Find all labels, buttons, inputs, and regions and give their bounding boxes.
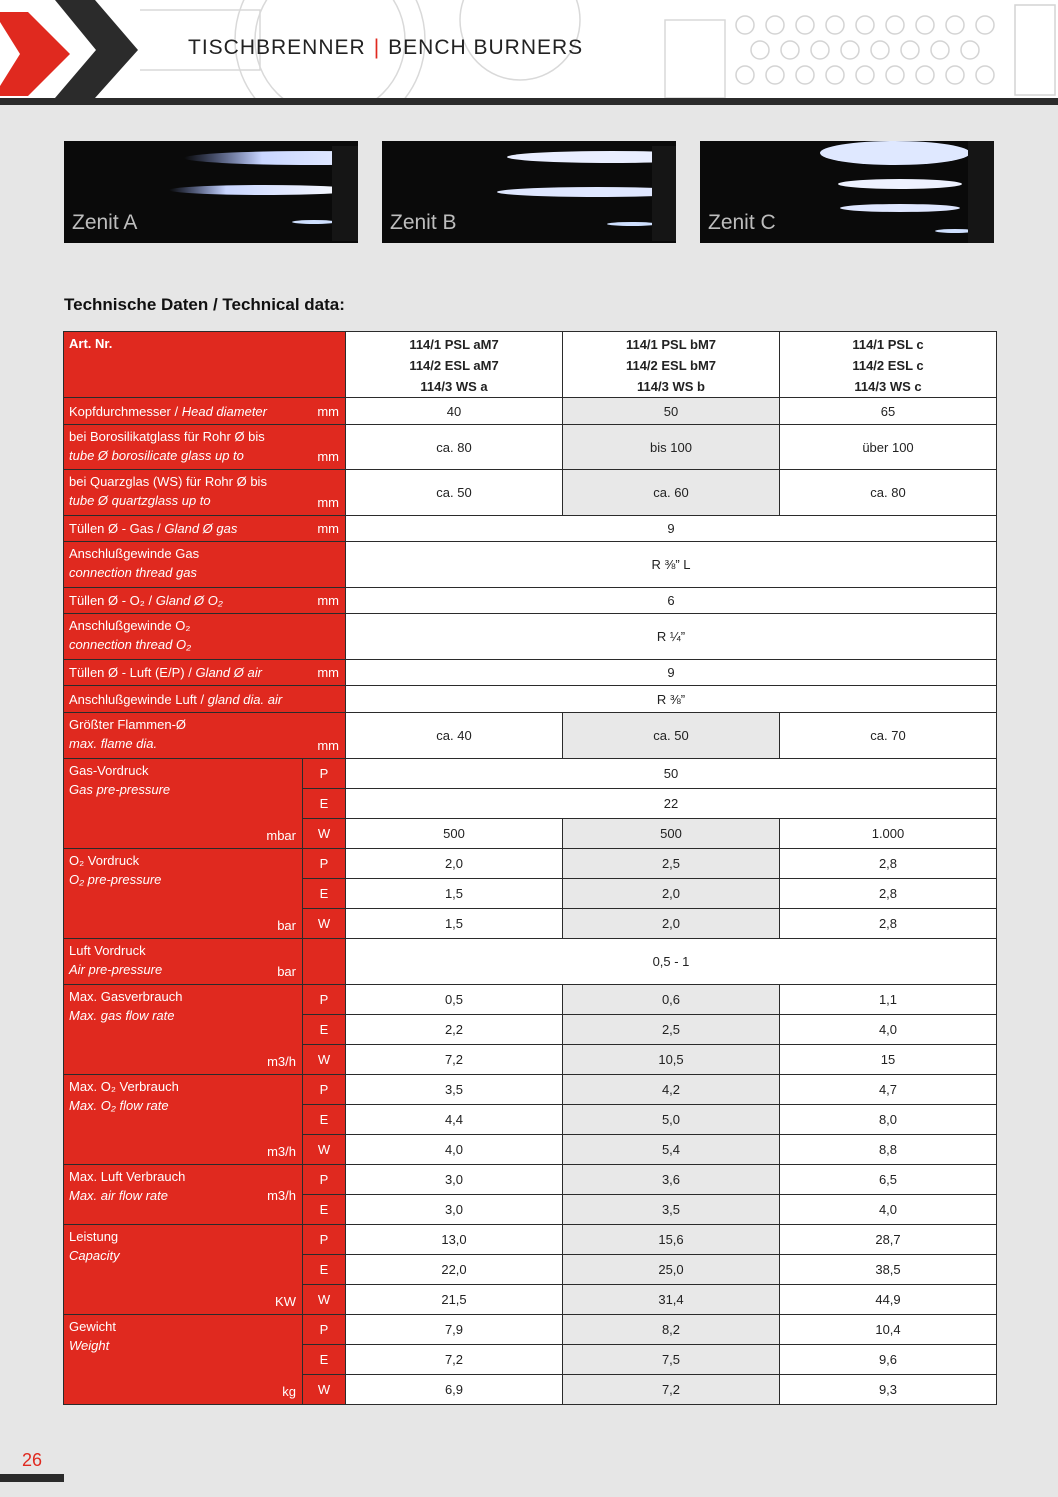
mode-cell: W	[303, 1375, 346, 1405]
model-number: 114/1 PSL c	[852, 337, 924, 352]
header-title	[188, 36, 583, 60]
row-label-de: bei Quarzglas (WS) für Rohr Ø bis	[69, 474, 267, 489]
row-value: 2,8	[780, 879, 997, 909]
row-value: 3,0	[346, 1195, 563, 1225]
group-label	[64, 1075, 303, 1165]
mode-cell: P	[303, 849, 346, 879]
table-row	[64, 398, 997, 425]
group-label-de: Max. Gasverbrauch	[69, 989, 183, 1004]
group-unit: kg	[282, 1384, 296, 1399]
row-label-en: Gland Ø air	[195, 665, 262, 680]
row-value: 1,1	[780, 985, 997, 1015]
group-label-en: Max. O₂ flow rate	[69, 1098, 169, 1113]
row-value: 38,5	[780, 1255, 997, 1285]
row-value: 5,0	[563, 1105, 780, 1135]
model-number: 114/2 ESL aM7	[409, 358, 499, 373]
group-label-de: Gewicht	[69, 1319, 116, 1334]
row-value: 2,8	[780, 849, 997, 879]
table-row	[64, 516, 997, 542]
photo-label: Zenit A	[72, 211, 138, 234]
mode-cell: W	[303, 909, 346, 939]
title-separator: |	[373, 36, 381, 59]
mode-cell: E	[303, 1195, 346, 1225]
row-label-de: Anschlußgewinde Luft /	[69, 691, 208, 707]
group-unit: m3/h	[267, 1188, 296, 1203]
row-value: R ⅜”	[346, 686, 997, 713]
row-label-en: connection thread O₂	[69, 637, 192, 652]
group-label-de: Max. O₂ Verbrauch	[69, 1079, 179, 1094]
page-number: 26	[22, 1450, 43, 1470]
row-value: 0,5 - 1	[346, 939, 997, 985]
row-label	[64, 614, 346, 660]
mode-cell: E	[303, 1345, 346, 1375]
chevron-dark-icon	[55, 0, 138, 98]
mode-cell: E	[303, 789, 346, 819]
photo-label: Zenit C	[708, 211, 776, 234]
row-value: 9	[346, 516, 997, 542]
section-title: Technische Daten / Technical data:	[64, 295, 345, 314]
group-label-de: Leistung	[69, 1229, 119, 1244]
row-value: 4,7	[780, 1075, 997, 1105]
group-label-de: O₂ Vordruck	[69, 853, 140, 868]
row-value: ca. 80	[780, 470, 997, 516]
photo-zenit-c	[700, 141, 994, 243]
chevron-red-icon	[0, 12, 70, 96]
table-row	[64, 713, 997, 759]
row-value: 8,0	[780, 1105, 997, 1135]
photo-label: Zenit B	[390, 211, 457, 234]
art-nr-text: Art. Nr.	[69, 336, 113, 351]
row-label-de: Anschlußgewinde Gas	[69, 546, 200, 561]
row-label-en: Gland Ø O₂	[155, 593, 223, 608]
group-label	[64, 1165, 303, 1225]
technical-data-table	[63, 331, 997, 1405]
row-value: ca. 40	[346, 713, 563, 759]
group-label-de: Gas-Vordruck	[69, 763, 149, 778]
row-label-en: Head diameter	[181, 403, 267, 419]
row-value: ca. 60	[563, 470, 780, 516]
row-value: 2,0	[563, 909, 780, 939]
row-value: ca. 50	[563, 713, 780, 759]
row-value: 6	[346, 588, 997, 614]
row-value: 500	[563, 819, 780, 849]
group-label-en: Air pre-pressure	[69, 962, 163, 977]
mode-cell: P	[303, 1075, 346, 1105]
row-value: 10,4	[780, 1315, 997, 1345]
model-column-header	[563, 332, 780, 398]
table-row	[64, 470, 997, 516]
row-value: über 100	[780, 425, 997, 470]
title-en: BENCH BURNERS	[388, 36, 584, 59]
mode-cell: E	[303, 1105, 346, 1135]
row-value: 65	[780, 398, 997, 425]
row-value: 7,5	[563, 1345, 780, 1375]
row-label-en: tube Ø borosilicate glass up to	[69, 448, 244, 463]
table-row	[64, 614, 997, 660]
row-value: 25,0	[563, 1255, 780, 1285]
row-label	[64, 516, 346, 542]
model-number: 114/3 WS a	[420, 379, 488, 394]
row-unit: mm	[317, 521, 339, 536]
group-label-en: Gas pre-pressure	[69, 782, 171, 797]
header-bar	[0, 98, 1058, 105]
row-value: 0,6	[563, 985, 780, 1015]
model-number: 114/1 PSL bM7	[625, 337, 717, 352]
row-value: 13,0	[346, 1225, 563, 1255]
group-unit: m3/h	[267, 1054, 296, 1069]
row-value: 6,9	[346, 1375, 563, 1405]
model-column-header	[346, 332, 563, 398]
model-number: 114/2 ESL c	[852, 358, 924, 373]
group-label	[64, 1315, 303, 1405]
table-row	[64, 759, 997, 789]
row-value: 2,2	[346, 1015, 563, 1045]
table-row	[64, 1165, 997, 1195]
group-label	[64, 759, 303, 849]
row-value: 28,7	[780, 1225, 997, 1255]
mode-cell: E	[303, 1015, 346, 1045]
mode-cell: W	[303, 1135, 346, 1165]
row-unit: mm	[317, 665, 339, 680]
row-value: 3,5	[346, 1075, 563, 1105]
row-label-en: gland dia. air	[207, 691, 283, 707]
group-label	[64, 939, 303, 985]
table-row	[64, 849, 997, 879]
group-unit: bar	[277, 964, 296, 979]
table-row	[64, 939, 997, 985]
row-value: 1.000	[780, 819, 997, 849]
group-label-en: Weight	[69, 1338, 110, 1353]
row-value: 4,0	[780, 1195, 997, 1225]
row-value: 2,5	[563, 849, 780, 879]
row-value: bis 100	[563, 425, 780, 470]
row-value: 9,6	[780, 1345, 997, 1375]
group-label-de: Max. Luft Verbrauch	[69, 1169, 186, 1184]
row-value: 15	[780, 1045, 997, 1075]
mode-cell: W	[303, 819, 346, 849]
model-column-header	[780, 332, 997, 398]
header-row	[64, 332, 997, 398]
row-label	[64, 588, 346, 614]
row-value: 44,9	[780, 1285, 997, 1315]
table-row	[64, 1075, 997, 1105]
photo-zenit-b	[382, 141, 676, 243]
row-label-de: Größter Flammen-Ø	[69, 717, 187, 732]
row-value: 22	[346, 789, 997, 819]
model-number: 114/3 WS c	[854, 379, 922, 394]
row-value: 7,9	[346, 1315, 563, 1345]
row-value: 4,4	[346, 1105, 563, 1135]
row-label-en: Gland Ø gas	[164, 521, 238, 536]
row-label	[64, 470, 346, 516]
table-row	[64, 542, 997, 588]
row-unit: mm	[317, 404, 339, 419]
photo-zenit-a	[64, 141, 358, 243]
row-value: ca. 70	[780, 713, 997, 759]
row-value: 10,5	[563, 1045, 780, 1075]
row-value: 31,4	[563, 1285, 780, 1315]
row-label-de: Anschlußgewinde O₂	[69, 618, 191, 633]
row-value: 50	[563, 398, 780, 425]
mode-cell: W	[303, 1285, 346, 1315]
row-value: 2,0	[563, 879, 780, 909]
row-value: 8,2	[563, 1315, 780, 1345]
group-label-en: Capacity	[69, 1248, 120, 1263]
table-row	[64, 1225, 997, 1255]
row-value: 3,0	[346, 1165, 563, 1195]
group-label	[64, 1225, 303, 1315]
row-unit: mm	[317, 593, 339, 608]
row-value: 5,4	[563, 1135, 780, 1165]
row-value: 7,2	[346, 1345, 563, 1375]
footer-bar	[0, 1474, 64, 1482]
row-label-de: bei Borosilikatglass für Rohr Ø bis	[69, 429, 265, 444]
table-row	[64, 588, 997, 614]
group-label-en: Max. gas flow rate	[69, 1008, 175, 1023]
row-value: ca. 80	[346, 425, 563, 470]
row-value: 8,8	[780, 1135, 997, 1165]
row-label	[64, 686, 346, 713]
mode-cell: P	[303, 759, 346, 789]
group-label-de: Luft Vordruck	[69, 943, 146, 958]
row-label-de: Tüllen Ø - Luft (E/P) /	[69, 665, 196, 680]
group-unit: bar	[277, 918, 296, 933]
row-value: 4,0	[780, 1015, 997, 1045]
row-value: 1,5	[346, 879, 563, 909]
row-value: 3,6	[563, 1165, 780, 1195]
mode-cell: E	[303, 1255, 346, 1285]
row-value: 0,5	[346, 985, 563, 1015]
row-value: R ⅜” L	[346, 542, 997, 588]
row-value: 3,5	[563, 1195, 780, 1225]
table-row	[64, 660, 997, 686]
model-number: 114/2 ESL bM7	[625, 358, 717, 373]
mode-cell	[303, 939, 346, 985]
row-label-en: connection thread gas	[69, 565, 197, 580]
row-value: 9,3	[780, 1375, 997, 1405]
row-unit: mm	[317, 495, 339, 510]
page-header	[0, 0, 1058, 98]
art-nr-label	[64, 332, 346, 398]
table-row	[64, 985, 997, 1015]
row-value: 7,2	[563, 1375, 780, 1405]
row-label-en: tube Ø quartzglass up to	[69, 493, 211, 508]
row-value: 2,0	[346, 849, 563, 879]
model-number: 114/3 WS b	[637, 379, 705, 394]
row-value: 500	[346, 819, 563, 849]
row-label-en: max. flame dia.	[69, 736, 158, 751]
row-value: ca. 50	[346, 470, 563, 516]
mode-cell: P	[303, 985, 346, 1015]
row-value: 4,0	[346, 1135, 563, 1165]
row-value: R ¼”	[346, 614, 997, 660]
mode-cell: P	[303, 1315, 346, 1345]
row-value: 21,5	[346, 1285, 563, 1315]
group-unit: mbar	[266, 828, 296, 843]
group-label	[64, 849, 303, 939]
mode-cell: E	[303, 879, 346, 909]
row-value: 2,8	[780, 909, 997, 939]
row-unit: mm	[317, 449, 339, 464]
group-unit: m3/h	[267, 1144, 296, 1159]
table-row	[64, 425, 997, 470]
row-value: 2,5	[563, 1015, 780, 1045]
group-label	[64, 985, 303, 1075]
group-unit: KW	[275, 1294, 296, 1309]
row-value: 15,6	[563, 1225, 780, 1255]
row-label	[64, 398, 346, 425]
group-label-en: Max. air flow rate	[69, 1188, 168, 1203]
row-value: 1,5	[346, 909, 563, 939]
mode-cell: P	[303, 1225, 346, 1255]
row-value: 40	[346, 398, 563, 425]
row-unit: mm	[317, 738, 339, 753]
row-value: 7,2	[346, 1045, 563, 1075]
row-value: 9	[346, 660, 997, 686]
model-number: 114/1 PSL aM7	[409, 337, 499, 352]
row-label-de: Tüllen Ø - Gas /	[69, 521, 165, 536]
row-label-de: Tüllen Ø - O₂ /	[69, 593, 156, 608]
row-label-de: Kopfdurchmesser /	[69, 403, 182, 419]
row-value: 6,5	[780, 1165, 997, 1195]
row-label	[64, 425, 346, 470]
row-value: 22,0	[346, 1255, 563, 1285]
row-value: 50	[346, 759, 997, 789]
title-de: TISCHBRENNER	[188, 36, 366, 59]
row-label	[64, 713, 346, 759]
group-label-en: O₂ pre-pressure	[69, 872, 162, 887]
mode-cell: W	[303, 1045, 346, 1075]
row-label	[64, 660, 346, 686]
mode-cell: P	[303, 1165, 346, 1195]
table-row	[64, 686, 997, 713]
row-label	[64, 542, 346, 588]
row-value: 4,2	[563, 1075, 780, 1105]
table-row	[64, 1315, 997, 1345]
